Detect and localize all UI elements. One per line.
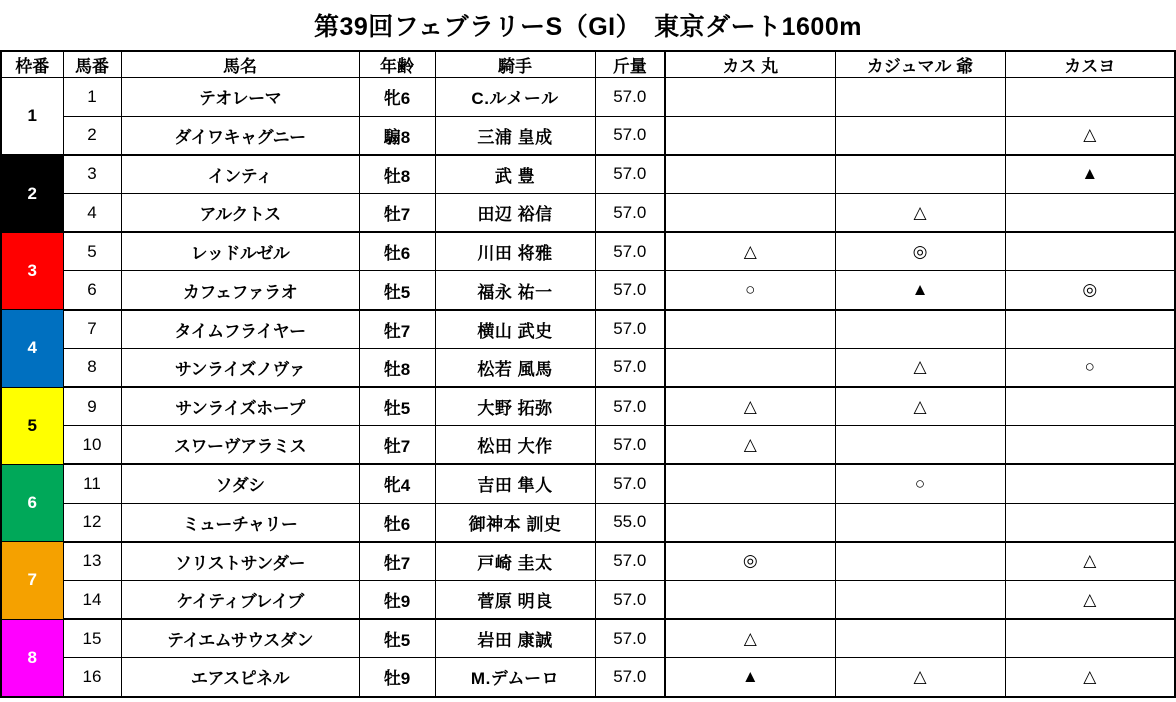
weight-cell: 57.0 (595, 155, 665, 194)
jockey-name-cell: C.ルメール (435, 78, 595, 117)
prediction-1-cell (665, 155, 835, 194)
weight-cell: 57.0 (595, 619, 665, 658)
frame-number-cell: 7 (1, 542, 63, 619)
horse-age-cell: 牡7 (359, 426, 435, 465)
race-entry-table (0, 50, 1176, 698)
prediction-1-cell: △ (665, 232, 835, 271)
table-row (1, 619, 1175, 658)
weight-cell: 57.0 (595, 78, 665, 117)
prediction-1-cell: ◎ (665, 542, 835, 581)
page-title: 第39回フェブラリーS（GI） 東京ダート1600m (314, 13, 862, 41)
horse-age-cell: 牡5 (359, 271, 435, 310)
prediction-2-cell (835, 503, 1005, 542)
table-row (1, 658, 1175, 697)
frame-number-cell: 2 (1, 155, 63, 232)
prediction-2-cell (835, 580, 1005, 619)
table-row (1, 194, 1175, 233)
weight-cell: 57.0 (595, 348, 665, 387)
prediction-2-cell (835, 116, 1005, 155)
jockey-name-cell: 菅原 明良 (435, 580, 595, 619)
horse-age-cell: 牡7 (359, 194, 435, 233)
horse-name-cell: インティ (121, 155, 359, 194)
weight-cell: 57.0 (595, 310, 665, 349)
prediction-1-cell (665, 580, 835, 619)
prediction-1-cell: △ (665, 387, 835, 426)
table-row (1, 271, 1175, 310)
table-row (1, 542, 1175, 581)
horse-age-cell: 牡5 (359, 619, 435, 658)
jockey-name-cell: 三浦 皇成 (435, 116, 595, 155)
frame-number-cell: 3 (1, 232, 63, 309)
weight-cell: 57.0 (595, 194, 665, 233)
horse-number-cell: 10 (63, 426, 121, 465)
table-row (1, 116, 1175, 155)
prediction-2-cell: ▲ (835, 271, 1005, 310)
horse-name-cell: レッドルゼル (121, 232, 359, 271)
prediction-1-cell: ▲ (665, 658, 835, 697)
horse-name-cell: ケイティブレイブ (121, 580, 359, 619)
jockey-name-cell: 岩田 康誠 (435, 619, 595, 658)
table-row (1, 580, 1175, 619)
horse-number-cell: 7 (63, 310, 121, 349)
horse-age-cell: 牝4 (359, 464, 435, 503)
header-uma: 馬番 (63, 51, 121, 78)
jockey-name-cell: 川田 将雅 (435, 232, 595, 271)
jockey-name-cell: 大野 拓弥 (435, 387, 595, 426)
jockey-name-cell: 横山 武史 (435, 310, 595, 349)
prediction-3-cell (1005, 503, 1175, 542)
frame-number-cell: 6 (1, 464, 63, 541)
header-predictor-2: カジュマル 爺 (835, 51, 1005, 78)
prediction-1-cell (665, 464, 835, 503)
prediction-2-cell: △ (835, 348, 1005, 387)
prediction-3-cell: △ (1005, 542, 1175, 581)
jockey-name-cell: M.デムーロ (435, 658, 595, 697)
horse-number-cell: 14 (63, 580, 121, 619)
horse-name-cell: テイエムサウスダン (121, 619, 359, 658)
horse-number-cell: 5 (63, 232, 121, 271)
prediction-2-cell (835, 426, 1005, 465)
horse-number-cell: 2 (63, 116, 121, 155)
header-predictor-3: カスヨ (1005, 51, 1175, 78)
jockey-name-cell: 戸崎 圭太 (435, 542, 595, 581)
prediction-3-cell: △ (1005, 580, 1175, 619)
prediction-2-cell: △ (835, 387, 1005, 426)
table-body (1, 78, 1175, 697)
prediction-3-cell: ◎ (1005, 271, 1175, 310)
horse-age-cell: 騸8 (359, 116, 435, 155)
horse-number-cell: 13 (63, 542, 121, 581)
horse-name-cell: サンライズノヴァ (121, 348, 359, 387)
header-name: 馬名 (121, 51, 359, 78)
horse-name-cell: アルクトス (121, 194, 359, 233)
prediction-1-cell: △ (665, 619, 835, 658)
horse-number-cell: 11 (63, 464, 121, 503)
table-row (1, 155, 1175, 194)
weight-cell: 57.0 (595, 464, 665, 503)
horse-name-cell: テオレーマ (121, 78, 359, 117)
jockey-name-cell: 松田 大作 (435, 426, 595, 465)
header-age: 年齢 (359, 51, 435, 78)
horse-name-cell: スワーヴアラミス (121, 426, 359, 465)
prediction-3-cell (1005, 194, 1175, 233)
horse-name-cell: ダイワキャグニー (121, 116, 359, 155)
horse-number-cell: 3 (63, 155, 121, 194)
weight-cell: 57.0 (595, 271, 665, 310)
table-row (1, 78, 1175, 117)
horse-age-cell: 牡7 (359, 542, 435, 581)
table-row (1, 232, 1175, 271)
table-row (1, 387, 1175, 426)
jockey-name-cell: 武 豊 (435, 155, 595, 194)
prediction-2-cell: ◎ (835, 232, 1005, 271)
horse-age-cell: 牡8 (359, 155, 435, 194)
horse-number-cell: 16 (63, 658, 121, 697)
table-row (1, 503, 1175, 542)
prediction-2-cell: ○ (835, 464, 1005, 503)
weight-cell: 57.0 (595, 542, 665, 581)
header-jockey: 騎手 (435, 51, 595, 78)
prediction-2-cell (835, 619, 1005, 658)
prediction-3-cell (1005, 232, 1175, 271)
horse-age-cell: 牝6 (359, 78, 435, 117)
prediction-1-cell (665, 348, 835, 387)
horse-name-cell: ソダシ (121, 464, 359, 503)
weight-cell: 57.0 (595, 426, 665, 465)
weight-cell: 55.0 (595, 503, 665, 542)
horse-name-cell: ソリストサンダー (121, 542, 359, 581)
horse-name-cell: タイムフライヤー (121, 310, 359, 349)
horse-name-cell: ミューチャリー (121, 503, 359, 542)
header-predictor-1: カス 丸 (665, 51, 835, 78)
jockey-name-cell: 福永 祐一 (435, 271, 595, 310)
horse-name-cell: エアスピネル (121, 658, 359, 697)
prediction-2-cell (835, 542, 1005, 581)
horse-name-cell: カフェファラオ (121, 271, 359, 310)
weight-cell: 57.0 (595, 116, 665, 155)
jockey-name-cell: 吉田 隼人 (435, 464, 595, 503)
prediction-2-cell: △ (835, 194, 1005, 233)
jockey-name-cell: 松若 風馬 (435, 348, 595, 387)
table-row (1, 464, 1175, 503)
prediction-3-cell: ○ (1005, 348, 1175, 387)
prediction-2-cell: △ (835, 658, 1005, 697)
prediction-2-cell (835, 78, 1005, 117)
prediction-1-cell (665, 194, 835, 233)
horse-number-cell: 6 (63, 271, 121, 310)
horse-number-cell: 9 (63, 387, 121, 426)
prediction-1-cell (665, 116, 835, 155)
weight-cell: 57.0 (595, 580, 665, 619)
jockey-name-cell: 田辺 裕信 (435, 194, 595, 233)
horse-age-cell: 牡5 (359, 387, 435, 426)
frame-number-cell: 4 (1, 310, 63, 387)
prediction-3-cell: △ (1005, 658, 1175, 697)
table-row (1, 348, 1175, 387)
jockey-name-cell: 御神本 訓史 (435, 503, 595, 542)
table-row (1, 426, 1175, 465)
prediction-1-cell (665, 78, 835, 117)
horse-number-cell: 12 (63, 503, 121, 542)
weight-cell: 57.0 (595, 658, 665, 697)
prediction-3-cell: ▲ (1005, 155, 1175, 194)
horse-age-cell: 牡9 (359, 580, 435, 619)
prediction-1-cell: ○ (665, 271, 835, 310)
prediction-3-cell (1005, 426, 1175, 465)
prediction-1-cell (665, 310, 835, 349)
prediction-3-cell (1005, 78, 1175, 117)
frame-number-cell: 8 (1, 619, 63, 696)
header-kin: 斤量 (595, 51, 665, 78)
header-waku: 枠番 (1, 51, 63, 78)
horse-age-cell: 牡6 (359, 503, 435, 542)
horse-number-cell: 8 (63, 348, 121, 387)
prediction-1-cell: △ (665, 426, 835, 465)
horse-name-cell: サンライズホープ (121, 387, 359, 426)
weight-cell: 57.0 (595, 232, 665, 271)
horse-age-cell: 牡9 (359, 658, 435, 697)
prediction-3-cell: △ (1005, 116, 1175, 155)
prediction-3-cell (1005, 310, 1175, 349)
horse-age-cell: 牡8 (359, 348, 435, 387)
prediction-2-cell (835, 155, 1005, 194)
horse-age-cell: 牡7 (359, 310, 435, 349)
frame-number-cell: 1 (1, 78, 63, 155)
prediction-3-cell (1005, 387, 1175, 426)
horse-age-cell: 牡6 (359, 232, 435, 271)
horse-number-cell: 1 (63, 78, 121, 117)
horse-number-cell: 15 (63, 619, 121, 658)
prediction-1-cell (665, 503, 835, 542)
prediction-3-cell (1005, 464, 1175, 503)
frame-number-cell: 5 (1, 387, 63, 464)
table-row (1, 310, 1175, 349)
table-header (1, 51, 1175, 78)
prediction-2-cell (835, 310, 1005, 349)
weight-cell: 57.0 (595, 387, 665, 426)
prediction-3-cell (1005, 619, 1175, 658)
horse-number-cell: 4 (63, 194, 121, 233)
